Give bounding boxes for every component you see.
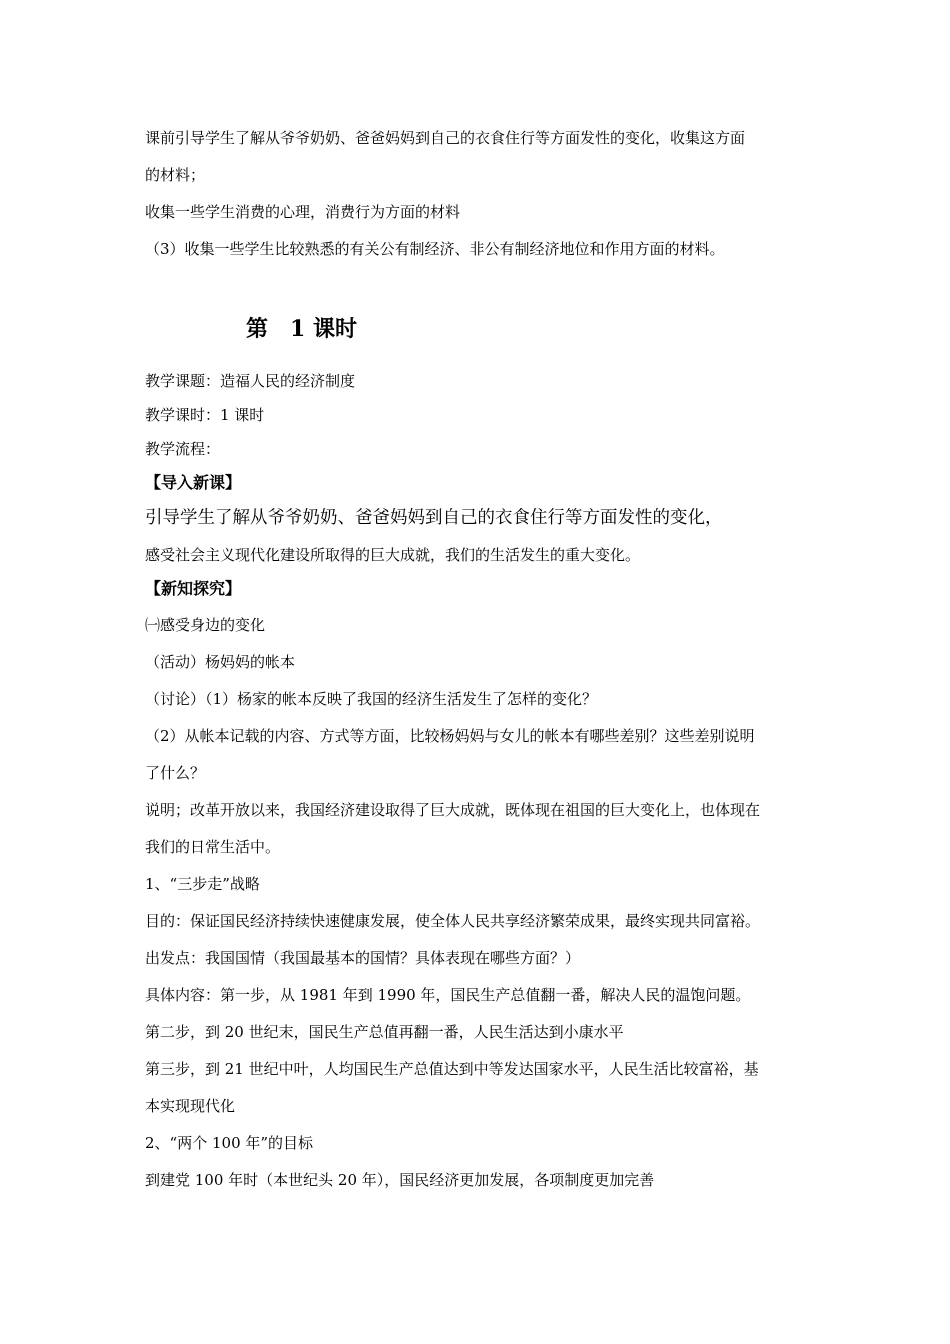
explore-line: 第三步，到 21 世纪中叶，人均国民生产总值达到中等发达国家水平，人民生活比较富裕，基 xyxy=(145,1060,759,1078)
explore-line: 我们的日常生活中。 xyxy=(145,838,281,856)
section-intro-title: 【导入新课】 xyxy=(145,473,242,492)
explore-line: （2）从帐本记载的内容、方式等方面，比较杨妈妈与女儿的帐本有哪些差别？这些差别说明 xyxy=(145,727,755,745)
explore-line: 出发点：我国国情（我国最基本的国情？具体表现在哪些方面？） xyxy=(145,949,581,967)
intro-line-4: （3）收集一些学生比较熟悉的有关公有制经济、非公有制经济地位和作用方面的材料。 xyxy=(145,240,725,258)
meta-hours: 教学课时：1 课时 xyxy=(145,406,265,424)
meta-topic: 教学课题：造福人民的经济制度 xyxy=(145,372,356,390)
section-intro-line-1: 引导学生了解从爷爷奶奶、爸爸妈妈到自己的衣食住行等方面发性的变化， xyxy=(145,508,723,528)
explore-line: 目的：保证国民经济持续快速健康发展，使全体人民共享经济繁荣成果，最终实现共同富裕。 xyxy=(145,912,761,930)
explore-line: 本实现现代化 xyxy=(145,1097,236,1115)
explore-line: 2、“两个 100 年”的目标 xyxy=(145,1134,314,1152)
section-explore-title: 【新知探究】 xyxy=(145,579,242,598)
explore-line: 到建党 100 年时（本世纪头 20 年），国民经济更加发展，各项制度更加完善 xyxy=(145,1171,655,1189)
explore-line: 1、“三步走”战略 xyxy=(145,875,260,893)
meta-flow: 教学流程： xyxy=(145,440,221,458)
explore-line: 说明；改革开放以来，我国经济建设取得了巨大成就，既体现在祖国的巨大变化上，也体现在 xyxy=(145,801,761,819)
explore-line: 了什么？ xyxy=(145,764,206,782)
intro-line-2: 的材料； xyxy=(145,166,206,184)
explore-line: （讨论）（1）杨家的帐本反映了我国的经济生活发生了怎样的变化？ xyxy=(145,690,598,708)
intro-line-3: 收集一些学生消费的心理，消费行为方面的材料 xyxy=(145,203,461,221)
explore-line: （活动）杨妈妈的帐本 xyxy=(145,653,296,671)
section-intro-line-2: 感受社会主义现代化建设所取得的巨大成就，我们的生活发生的重大变化。 xyxy=(145,546,641,564)
intro-line-1: 课前引导学生了解从爷爷奶奶、爸爸妈妈到自己的衣食住行等方面发性的变化，收集这方面 xyxy=(145,129,746,147)
explore-line: ㈠感受身边的变化 xyxy=(145,616,266,634)
explore-line: 第二步，到 20 世纪末，国民生产总值再翻一番，人民生活达到小康水平 xyxy=(145,1023,624,1041)
lesson-heading: 第 1 课时 xyxy=(246,316,357,342)
explore-line: 具体内容：第一步，从 1981 年到 1990 年，国民生产总值翻一番，解决人民的温饱问题。 xyxy=(145,986,751,1004)
